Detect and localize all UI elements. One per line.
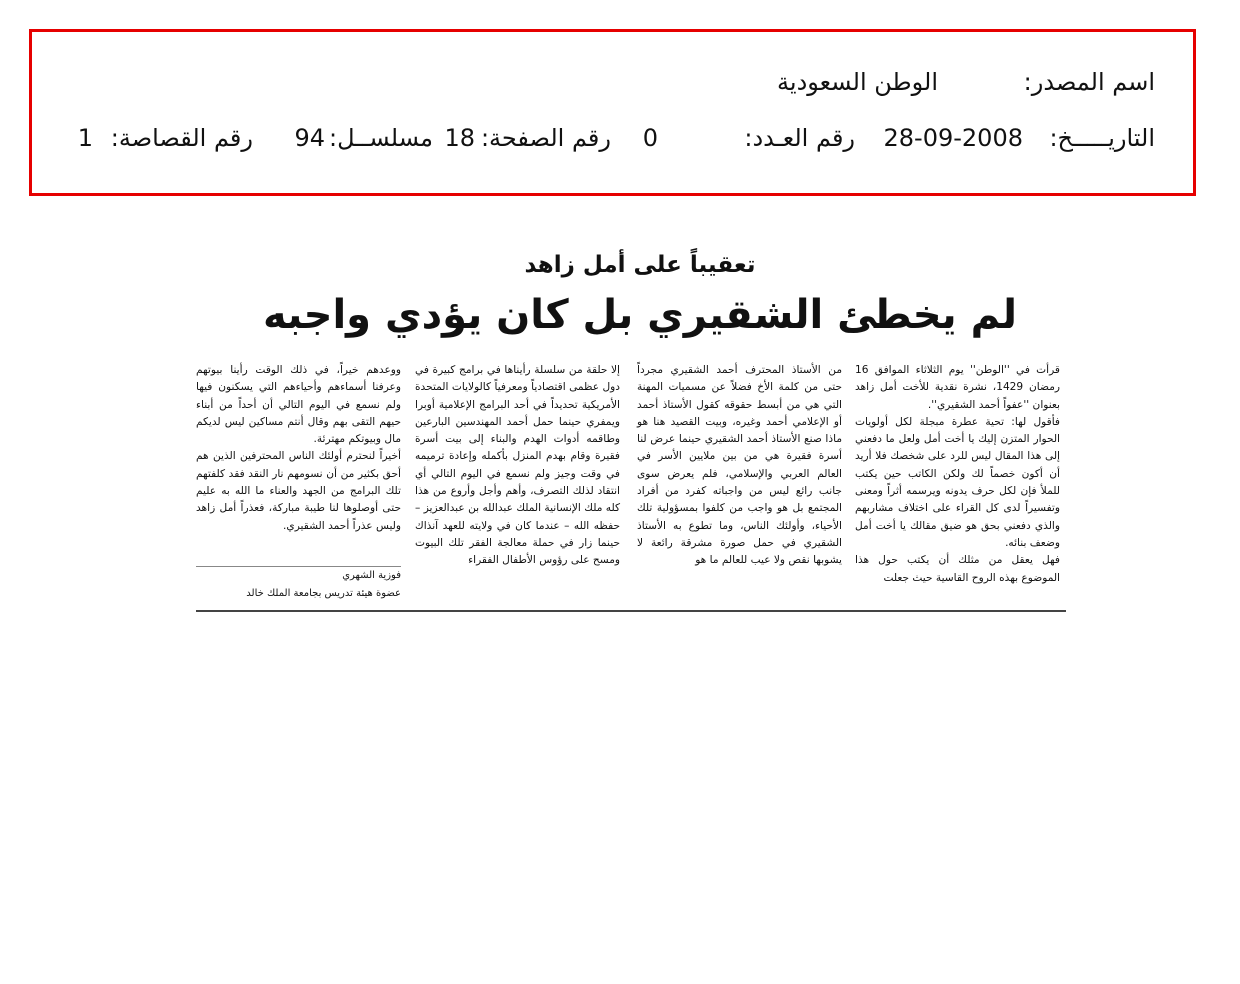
author-title: عضوة هيئة تدريس بجامعة الملك خالد bbox=[246, 588, 401, 599]
column-1-paragraph-3: فهل يعقل من مثلك أن يكتب حول هذا الموضوع بهذه الروح القاسية حيث جعلت bbox=[855, 554, 1060, 584]
clip-value: 1 bbox=[77, 124, 93, 152]
column-1-paragraph-1: قرأت في ''الوطن'' يوم الثلاثاء الموافق 16 رمضان 1429، نشرة نقدية للأخت أمل زاهد بعنوان ''عفواً أحمد الشقيري''. bbox=[855, 364, 1060, 411]
source-row bbox=[32, 62, 1193, 102]
page-label: رقم الصفحة: bbox=[480, 124, 611, 152]
article-kicker: تعقيباً على أمل زاهد bbox=[524, 252, 756, 278]
author-divider bbox=[196, 566, 401, 567]
column-4-paragraph-2: أخيراً لنحترم أولئك الناس المحترفين الذين هم أحق بكثير من أن نسومهم نار النقد فقد كلفتهم تلك البرامج من الجهد والعناء ما الله به عليم حتى أوصلوها لنا طيبة مباركة، فعذراً أمل زاهد وليس عذراً أحمد الشقيري. bbox=[196, 450, 401, 532]
article-bottom-rule bbox=[196, 610, 1066, 612]
article-headline: لم يخطئ الشقيري بل كان يؤدي واجبه bbox=[263, 292, 1017, 338]
issue-value: 0 bbox=[642, 124, 658, 152]
column-2-paragraph-1: من الأستاذ المحترف أحمد الشقيري مجرداً حتى من كلمة الأخ فضلاً عن مسميات المهنة التي هي من أبسط حقوقه كقول الأستاذ أحمد أو الإعلامي أحمد وغيره، وبيت القصيد هنا هو ماذا صنع الأستاذ أحمد الشقيري حينما عرض لنا أسرة فقيرة هي من بين ملايين الأسر في العالم العربي والإسلامي، فلم يعرض سوى جانب رائع ليس من واجباته كفرد من أفراد المجتمع بل هو واجب من كلفوا بمسؤولية تلك الأحياء، وأولئك الناس، وما تطوع به الأستاذ الشقيري في حمل صورة مشرقة رائعة لا يشوبها نقص ولا عيب للعالم ما هو bbox=[637, 364, 842, 567]
metadata-box bbox=[29, 29, 1196, 196]
serial-value: 94 bbox=[294, 124, 325, 152]
column-1-paragraph-2: فأقول لها: تحية عطرة مبجلة لكل أولويات الحوار المتزن إليك يا أخت أمل ولعل ما دفعني إلى هذا المقال ليس للرد على شخصك فلا أريد أن أكون خصماً لك ولكن الكاتب حين يكتب للملأ فإن لكل حرف يدونه ويرسمه أثراً ومعنى وتفسيراً لدى كل القراء على اختلاف مشاربهم والذي دفعني بحق هو ضيق مقالك يا أخت أمل وضعف بنائه. bbox=[855, 415, 1060, 549]
article-column-1 bbox=[855, 362, 1060, 587]
column-4-paragraph-1: ووعدهم خيراً، في ذلك الوقت رأينا بيوتهم وعرفنا أسماءهم وأحياءهم التي يسكنون فيها ولم نسمع في اليوم التالي أن أحداً من أبناء حيهم التقى بهم وقال أنتم مساكين ليس لديكم مال وبيوتكم مهترئة. bbox=[196, 364, 401, 446]
article-column-2 bbox=[637, 362, 842, 570]
source-value: الوطن السعودية bbox=[777, 68, 938, 96]
article-column-3 bbox=[415, 362, 620, 570]
date-value: 28-09-2008 bbox=[883, 124, 1023, 152]
issue-label: رقم العـدد: bbox=[744, 124, 855, 152]
source-label: اسم المصدر: bbox=[1023, 68, 1155, 96]
author-name: فوزية الشهري bbox=[342, 570, 401, 581]
serial-label: مسلســل: bbox=[329, 124, 433, 152]
clip-label: رقم القصاصة: bbox=[110, 124, 253, 152]
date-label: التاريـــــخ: bbox=[1049, 124, 1155, 152]
page-value: 18 bbox=[444, 124, 475, 152]
column-3-paragraph-1: إلا حلقة من سلسلة رأيناها في برامج كبيرة في دول عظمى اقتصادياً ومعرفياً كالولايات المتحدة الأمريكية تحديداً في أحد البرامج الإعلامية أوبرا ويمفري حينما حمل أحمد المهندسين البارعين وطاقمه أدوات الهدم والبناء إلى بيت أسرة فقيرة وقام بهدم المنزل بأكمله وإعادة ترميمه في وقت وجيز ولم نسمع في اليوم التالي أي انتقاد لذلك التصرف، وأهم وأجل وأروع من هذا كله ملك الإنسانية الملك عبدالله بن عبدالعزيز – حفظه الله – عندما كان في ولايته للعهد آنذاك حينما زار في حملة معالجة الفقر تلك البيوت ومسح على رؤوس الأطفال الفقراء bbox=[415, 364, 620, 567]
details-row bbox=[32, 118, 1193, 158]
